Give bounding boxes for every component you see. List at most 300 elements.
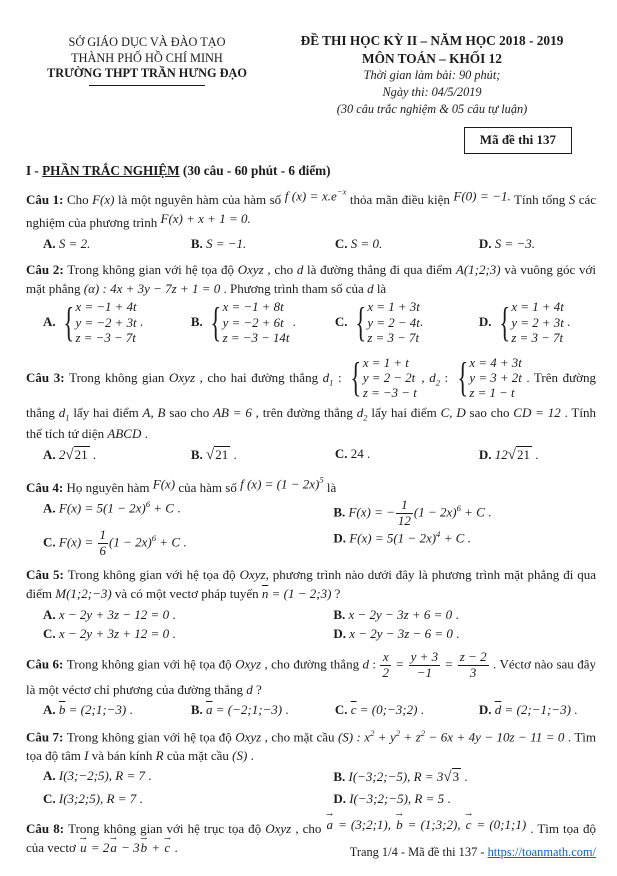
text-run: : xyxy=(369,656,380,672)
text-run: . xyxy=(452,606,459,622)
math-run: F(x) = − xyxy=(348,504,395,520)
option-key: D. xyxy=(478,702,495,718)
radical-icon: √ xyxy=(206,447,215,464)
option-a xyxy=(43,234,187,253)
text-run: . xyxy=(145,768,152,784)
system-line: y = 2 + 3t xyxy=(511,315,564,330)
math-run: x − 2y + 3z − 12 = 0 xyxy=(58,606,170,622)
option-c xyxy=(335,234,475,253)
raised-math xyxy=(453,188,510,203)
math-run: I(−3;2;−5), R = 3 xyxy=(348,769,444,785)
options-row xyxy=(26,498,596,558)
math-run: S = 0. xyxy=(350,235,383,251)
math-run: = (2;1;−3) xyxy=(65,702,127,718)
section-heading xyxy=(26,163,596,179)
math-run: 2 xyxy=(58,447,66,463)
text-run: . Trên đường thẳng xyxy=(26,369,596,420)
text-run: lấy hai điểm xyxy=(367,404,441,420)
math-run: + C xyxy=(156,534,180,550)
fraction-numerator: 1 xyxy=(396,498,413,514)
math-run: Oxyz xyxy=(235,729,262,745)
question-label: Câu 8: xyxy=(26,820,69,836)
fraction xyxy=(458,650,489,680)
section-title: PHẦN TRẮC NGHIỆM xyxy=(42,163,180,178)
text-run: . xyxy=(180,534,187,550)
text-run: . xyxy=(563,314,571,330)
vector-arrow: c → xyxy=(163,838,171,857)
system-line: z = −3 − t xyxy=(362,386,417,401)
option-key: A. xyxy=(43,768,59,784)
math-run: + C xyxy=(150,500,174,516)
text-run: và có một vectơ pháp tuyến xyxy=(111,586,262,602)
text-run: , phương trình nào dưới đây là phương trình mặt phẳng đi qua điểm xyxy=(26,567,596,602)
math-run: Oxyz xyxy=(235,656,262,672)
math-run: I xyxy=(84,748,89,764)
text-run: Tính tổng xyxy=(510,192,569,208)
text-run: . xyxy=(461,769,468,785)
options-row xyxy=(26,234,596,253)
vector-bar: $\overline{b}$ xyxy=(58,702,66,718)
question-body xyxy=(26,355,596,444)
raised-math xyxy=(161,211,251,226)
system-line: y = 3 + 2t xyxy=(469,371,522,386)
math-run: x − 2y − 3z + 6 = 0 xyxy=(348,606,453,622)
subscript: 2 xyxy=(435,377,440,388)
math-run: F(x) xyxy=(92,192,115,208)
option-key: D. xyxy=(333,790,350,806)
system-line: y = 2 − 4t xyxy=(367,315,420,330)
fraction-denominator: −1 xyxy=(416,664,432,680)
text-run: . xyxy=(531,447,539,463)
issuer-block xyxy=(26,32,268,118)
section-prefix: I - xyxy=(26,163,43,178)
question-label: Câu 5: xyxy=(26,567,68,583)
math-run: (α) : 4x + 3y − 7z + 1 = 0 xyxy=(83,281,221,297)
options-row xyxy=(26,700,596,719)
question-label: Câu 3: xyxy=(26,369,70,385)
questions-list xyxy=(26,186,596,857)
superscript: 2 xyxy=(370,727,375,738)
superscript: −x xyxy=(336,187,347,197)
text-run: Trong không gian với hệ tọa độ xyxy=(67,261,238,277)
math-run: d xyxy=(58,404,66,420)
text-run: Trong không gian với hệ tọa độ xyxy=(66,656,236,672)
option-c xyxy=(335,700,475,719)
math-run: A(1;2;3) xyxy=(455,261,501,277)
raised-math xyxy=(285,188,337,203)
math-run: S = −1. xyxy=(206,235,247,251)
radicand: 3 xyxy=(452,769,460,785)
option-b xyxy=(191,700,331,719)
option-d xyxy=(479,444,596,466)
math-run: + C xyxy=(460,504,485,520)
question-2 xyxy=(26,260,596,348)
text-run: là một nguyên hàm của hàm số xyxy=(114,192,285,208)
math-run: + y xyxy=(374,729,396,745)
option-d xyxy=(333,789,596,808)
raised-math xyxy=(240,476,319,491)
equation-system xyxy=(495,300,564,346)
options-row xyxy=(26,766,596,807)
question-body xyxy=(26,474,596,497)
text-run: . xyxy=(444,790,451,806)
option-key: A. xyxy=(43,500,59,516)
brace-icon: { xyxy=(499,299,510,345)
text-run: . Tính thể tích tứ diện xyxy=(26,404,596,442)
option-key: C. xyxy=(43,790,59,806)
text-run: ? xyxy=(331,586,341,602)
math-run: = (2;−1;−3) xyxy=(501,702,571,718)
radicand: 21 xyxy=(74,447,88,463)
text-run: . xyxy=(484,504,492,520)
fraction xyxy=(380,650,391,680)
math-run: = (3;2;1), xyxy=(334,816,396,832)
fraction xyxy=(396,498,413,528)
option-key: A. xyxy=(43,447,59,463)
option-c xyxy=(43,624,329,643)
system-line: x = 1 + t xyxy=(362,355,409,370)
fraction-denominator: 3 xyxy=(469,664,477,680)
superscript: 6 xyxy=(456,503,461,514)
issuer-line-2: THÀNH PHỐ HỒ CHÍ MINH xyxy=(71,50,223,65)
brace-icon: { xyxy=(63,299,75,345)
math-run: (S) xyxy=(232,748,248,764)
text-run: sao cho xyxy=(465,404,514,420)
system-line: x = −1 + 8t xyxy=(222,300,284,315)
radical-icon: √ xyxy=(507,447,516,464)
text-run: , cho đường thẳng xyxy=(261,656,363,672)
options-row xyxy=(26,444,596,466)
math-run: I(3;−2;5), R = 7 xyxy=(58,768,146,784)
math-run: R xyxy=(155,748,164,764)
math-run: d xyxy=(367,281,374,297)
brace-icon: { xyxy=(355,299,366,345)
math-run: = (1 − 2;3) xyxy=(268,586,332,602)
math-run: (1 − 2x) xyxy=(109,534,152,550)
text-run: Trong không gian với hệ tọa độ xyxy=(67,567,240,583)
fraction xyxy=(98,528,109,558)
option-b xyxy=(333,766,596,788)
fraction-numerator: 1 xyxy=(99,527,107,543)
text-run: . Tìm tọa độ tâm xyxy=(26,729,596,764)
math-run: Oxyz xyxy=(237,261,264,277)
question-7 xyxy=(26,727,596,808)
option-key: B. xyxy=(333,769,349,785)
text-run: . xyxy=(169,606,176,622)
question-3 xyxy=(26,355,596,467)
exam-duration: Thời gian làm bài: 90 phút; xyxy=(363,68,501,83)
math-run: x − 2y + 3z + 12 = 0 xyxy=(58,625,170,641)
math-run: = (0;1;1) xyxy=(472,816,527,832)
page-footer xyxy=(350,845,596,860)
option-key: D. xyxy=(478,447,495,463)
math-run: + z xyxy=(400,729,421,745)
text-run: . xyxy=(247,748,254,764)
math-run: F(x) = 5(1 − 2x) xyxy=(349,530,437,546)
text-run: . xyxy=(89,447,97,463)
system-lines xyxy=(363,356,417,402)
text-run: . xyxy=(171,839,178,855)
header-divider xyxy=(89,84,205,86)
question-body xyxy=(26,186,596,233)
option-key: B. xyxy=(190,314,206,330)
vector-bar: $\overline{a}$ xyxy=(206,702,213,718)
question-body xyxy=(26,260,596,298)
option-key: A. xyxy=(43,235,59,251)
text-run: . xyxy=(136,314,144,330)
section-suffix: (30 câu - 60 phút - 6 điểm) xyxy=(179,163,331,178)
math-run: = (0;−3;2) xyxy=(356,702,418,718)
vector-bar: $\overline{c}$ xyxy=(350,702,357,718)
option-key: A. xyxy=(43,702,59,718)
option-a xyxy=(43,605,329,624)
toanmath-link[interactable]: https://toanmath.com/ xyxy=(487,845,596,859)
fraction-denominator: 12 xyxy=(397,512,411,528)
system-lines xyxy=(76,300,137,346)
radicand: 21 xyxy=(215,447,229,463)
vector-bar: $\overline{d}$ xyxy=(494,702,502,718)
math-run: S = −3. xyxy=(494,235,536,251)
text-run: : xyxy=(333,369,347,385)
option-c xyxy=(335,299,475,347)
system-lines xyxy=(223,300,290,346)
text-run: , cho hai đường thẳng xyxy=(195,369,323,385)
system-line: z = 3 − 7t xyxy=(511,331,564,346)
option-c xyxy=(335,444,475,466)
exam-date: Ngày thi: 04/5/2019 xyxy=(382,85,482,100)
math-run: Oxyz xyxy=(265,820,292,836)
text-run: , cho mặt cầu xyxy=(261,729,338,745)
text-run: ? xyxy=(252,682,262,698)
text-run: . xyxy=(452,625,460,641)
system-lines xyxy=(469,356,521,402)
text-run: , cho xyxy=(291,820,326,836)
math-run: d xyxy=(429,369,436,385)
option-b xyxy=(191,444,331,466)
math-run: = (−2;1;−3) xyxy=(212,702,283,718)
text-run: . xyxy=(464,530,471,546)
option-key: D. xyxy=(478,314,495,330)
math-run: ABCD xyxy=(107,426,142,442)
system-line: x = 4 + 3t xyxy=(469,355,522,370)
raised-math xyxy=(153,476,175,491)
vector-arrow: a → xyxy=(326,815,335,834)
math-run: S xyxy=(568,192,576,208)
text-run: 24 . xyxy=(350,446,371,462)
system-line: z = −3 − 14t xyxy=(222,331,290,346)
math-run: AB = 6 xyxy=(213,404,252,420)
math-run: f (x) = (1 − 2x) xyxy=(240,475,320,491)
question-label: Câu 1: xyxy=(26,192,67,208)
exam-format: (30 câu trắc nghiệm & 05 câu tự luận) xyxy=(336,102,528,117)
raised-math xyxy=(465,817,473,832)
raised-math xyxy=(337,188,347,203)
options-row xyxy=(26,605,596,643)
question-4 xyxy=(26,474,596,559)
question-body xyxy=(26,727,596,766)
text-run: , cho xyxy=(263,261,297,277)
question-5 xyxy=(26,565,596,643)
equation-system xyxy=(346,356,417,402)
text-run: Cho xyxy=(66,192,93,208)
option-c xyxy=(43,528,329,558)
math-run: d xyxy=(296,261,304,277)
question-label: Câu 4: xyxy=(26,479,67,495)
fraction-denominator: 6 xyxy=(99,542,107,558)
text-run: . Tìm tọa độ của vectơ xyxy=(26,820,597,855)
system-line: y = 2 − 2t xyxy=(362,371,416,386)
superscript: 2 xyxy=(420,727,426,738)
text-run: . xyxy=(230,447,237,463)
math-run: F(x) xyxy=(152,475,176,491)
radical-icon: √ xyxy=(65,447,74,464)
subscript: 1 xyxy=(65,412,70,423)
text-run: . xyxy=(173,500,181,516)
fraction xyxy=(409,650,441,680)
page-content xyxy=(26,32,596,857)
option-key: B. xyxy=(333,504,349,520)
option-c xyxy=(43,789,329,808)
brace-icon: { xyxy=(210,299,222,345)
text-run: . xyxy=(126,702,133,718)
text-run: , trên đường thẳng xyxy=(251,404,357,420)
option-key: C. xyxy=(334,235,351,251)
math-run: f (x) = x.e xyxy=(284,188,337,204)
option-d xyxy=(333,624,596,643)
radical-icon: √ xyxy=(443,769,452,786)
exam-subject: MÔN TOÁN – KHỐI 12 xyxy=(362,50,502,66)
option-key: C. xyxy=(334,702,351,718)
option-b xyxy=(191,299,331,347)
text-run: Trong không gian với hệ trục tọa độ xyxy=(68,820,266,836)
math-run: F(x) + x + 1 = 0. xyxy=(160,211,251,227)
option-b xyxy=(191,234,331,253)
radicand: 21 xyxy=(516,447,530,463)
math-run: d xyxy=(322,369,330,385)
text-run: và bán kính xyxy=(88,748,156,764)
math-run: x − 2y − 3z − 6 = 0 xyxy=(349,625,453,641)
option-key: B. xyxy=(190,447,206,463)
text-run: . xyxy=(136,790,143,806)
exam-title-block xyxy=(268,32,596,118)
square-root xyxy=(206,447,230,462)
option-d xyxy=(479,234,596,253)
equation-system xyxy=(453,356,522,402)
option-key: B. xyxy=(333,606,349,622)
text-run: . xyxy=(141,426,148,442)
math-run: d xyxy=(356,404,364,420)
text-run: các nghiệm của phương trình xyxy=(26,192,597,231)
question-1 xyxy=(26,186,596,253)
brace-icon: { xyxy=(350,355,362,401)
system-line: z = 1 − t xyxy=(469,386,515,401)
math-run: Oxyz xyxy=(169,369,196,385)
option-a xyxy=(43,766,329,788)
options-row xyxy=(26,299,596,347)
option-a xyxy=(43,444,187,466)
exam-title: ĐỀ THI HỌC KỲ II – NĂM HỌC 2018 - 2019 xyxy=(300,33,564,48)
math-run: (1 − 2x) xyxy=(413,504,457,520)
math-run: 12 xyxy=(494,447,508,463)
text-run: . xyxy=(570,702,578,718)
text-run: sao cho xyxy=(165,404,214,420)
system-line: z = −3 − 7t xyxy=(75,331,136,346)
option-d xyxy=(333,528,596,558)
superscript: 5 xyxy=(319,474,324,485)
fraction-numerator: x xyxy=(380,650,391,666)
text-run: Họ nguyên hàm xyxy=(66,479,153,495)
system-line: z = 3 − 7t xyxy=(367,331,420,346)
system-line: x = 1 + 3t xyxy=(367,300,420,315)
vector-arrow: b → xyxy=(395,815,404,834)
text-run: của mặt cầu xyxy=(163,748,233,764)
question-label: Câu 6: xyxy=(26,656,67,672)
fraction-numerator: z − 2 xyxy=(459,649,487,665)
option-key: D. xyxy=(333,530,350,546)
system-line: y = −2 + 3t xyxy=(75,315,137,330)
system-line: y = −2 + 6t xyxy=(222,315,284,330)
text-run: và vuông góc với mặt phẳng xyxy=(26,261,597,297)
school-name: TRƯỜNG THPT TRẦN HƯNG ĐẠO xyxy=(47,66,247,81)
math-run: F(x) = xyxy=(58,534,97,550)
math-run: F(0) = −1. xyxy=(453,188,511,204)
footer-page-info: Trang 1/4 - Mã đề thi 137 - xyxy=(349,845,488,859)
question-body xyxy=(26,565,596,603)
exam-code-box: Mã đề thi 137 xyxy=(464,127,572,154)
question-label: Câu 2: xyxy=(26,261,68,277)
option-key: C. xyxy=(334,314,351,330)
question-label: Câu 7: xyxy=(26,729,67,745)
math-run: I(3;2;5), R = 7 xyxy=(58,790,137,806)
math-run: d xyxy=(362,656,369,672)
raised-math xyxy=(395,817,404,832)
option-key: A. xyxy=(43,606,59,622)
math-run: = 2 xyxy=(87,839,110,855)
text-run: lấy hai điểm xyxy=(69,404,143,420)
fraction-numerator: y + 3 xyxy=(410,649,439,665)
math-run: (S) : x xyxy=(337,729,371,745)
superscript: 2 xyxy=(395,727,401,738)
math-run: + C xyxy=(440,530,465,546)
square-root xyxy=(443,769,461,784)
math-run: = xyxy=(391,656,408,672)
raised-math xyxy=(472,817,526,832)
option-key: C. xyxy=(334,446,351,462)
option-a xyxy=(43,700,187,719)
text-run: , xyxy=(416,369,430,385)
issuer-line-1: SỞ GIÁO DỤC VÀ ĐÀO TẠO xyxy=(68,35,226,49)
equation-system xyxy=(206,300,289,346)
math-run: − 3 xyxy=(117,839,140,855)
math-run: I(−3;2;−5), R = 5 xyxy=(349,790,445,806)
text-run: là xyxy=(323,479,337,495)
square-root xyxy=(508,447,532,462)
option-key: B. xyxy=(190,235,206,251)
option-key: D. xyxy=(478,235,495,251)
option-b xyxy=(333,605,596,624)
equation-system xyxy=(59,300,137,346)
text-run: Trong không gian với hệ tọa độ xyxy=(66,729,236,745)
text-run: . xyxy=(169,625,176,641)
raised-math xyxy=(404,817,465,832)
option-d xyxy=(479,700,596,719)
option-b xyxy=(333,498,596,528)
subscript: 1 xyxy=(329,377,334,388)
superscript: 6 xyxy=(145,499,151,509)
document-header xyxy=(26,32,596,118)
superscript: 4 xyxy=(436,529,441,540)
text-run: . xyxy=(417,702,424,718)
